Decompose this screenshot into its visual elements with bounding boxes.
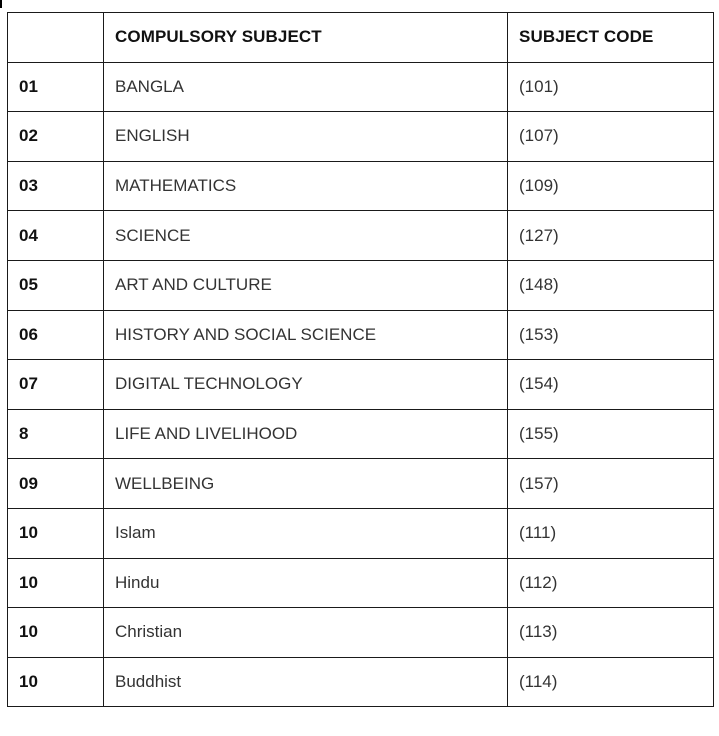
row-number: 06 bbox=[8, 310, 104, 360]
table-row bbox=[8, 360, 714, 410]
table-row bbox=[8, 409, 714, 459]
row-number: 10 bbox=[8, 608, 104, 658]
row-number: 02 bbox=[8, 112, 104, 162]
row-number: 09 bbox=[8, 459, 104, 509]
row-number: 04 bbox=[8, 211, 104, 261]
subject-name: Hindu bbox=[104, 558, 508, 608]
subject-name: LIFE AND LIVELIHOOD bbox=[104, 409, 508, 459]
subject-code: (112) bbox=[508, 558, 714, 608]
subject-name: ART AND CULTURE bbox=[104, 260, 508, 310]
subject-code: (114) bbox=[508, 657, 714, 707]
table-body bbox=[8, 62, 714, 707]
subject-code: (154) bbox=[508, 360, 714, 410]
table-row bbox=[8, 211, 714, 261]
table-row bbox=[8, 260, 714, 310]
subject-name: WELLBEING bbox=[104, 459, 508, 509]
subject-name: ENGLISH bbox=[104, 112, 508, 162]
subject-code: (155) bbox=[508, 409, 714, 459]
table-row bbox=[8, 508, 714, 558]
subject-code: (127) bbox=[508, 211, 714, 261]
subject-name: Islam bbox=[104, 508, 508, 558]
subject-code: (111) bbox=[508, 508, 714, 558]
header-subject-code: SUBJECT CODE bbox=[508, 13, 714, 63]
table-row bbox=[8, 558, 714, 608]
header-row bbox=[8, 13, 714, 63]
subject-name: Buddhist bbox=[104, 657, 508, 707]
table-row bbox=[8, 161, 714, 211]
table-row bbox=[8, 62, 714, 112]
table-row bbox=[8, 608, 714, 658]
subject-code: (157) bbox=[508, 459, 714, 509]
subject-name: HISTORY AND SOCIAL SCIENCE bbox=[104, 310, 508, 360]
subject-name: SCIENCE bbox=[104, 211, 508, 261]
row-number: 8 bbox=[8, 409, 104, 459]
corner-mark bbox=[0, 0, 2, 8]
subject-name: Christian bbox=[104, 608, 508, 658]
subject-code: (153) bbox=[508, 310, 714, 360]
row-number: 10 bbox=[8, 558, 104, 608]
table-row bbox=[8, 112, 714, 162]
subject-code: (107) bbox=[508, 112, 714, 162]
header-compulsory-subject: COMPULSORY SUBJECT bbox=[104, 13, 508, 63]
subject-table bbox=[7, 12, 714, 707]
table-row bbox=[8, 657, 714, 707]
row-number: 01 bbox=[8, 62, 104, 112]
table-row bbox=[8, 459, 714, 509]
subject-name: MATHEMATICS bbox=[104, 161, 508, 211]
subject-code: (109) bbox=[508, 161, 714, 211]
row-number: 05 bbox=[8, 260, 104, 310]
subject-code: (148) bbox=[508, 260, 714, 310]
subject-name: DIGITAL TECHNOLOGY bbox=[104, 360, 508, 410]
header-number bbox=[8, 13, 104, 63]
row-number: 03 bbox=[8, 161, 104, 211]
row-number: 07 bbox=[8, 360, 104, 410]
table-header bbox=[8, 13, 714, 63]
table-row bbox=[8, 310, 714, 360]
subject-code: (113) bbox=[508, 608, 714, 658]
row-number: 10 bbox=[8, 508, 104, 558]
subject-code: (101) bbox=[508, 62, 714, 112]
row-number: 10 bbox=[8, 657, 104, 707]
subject-name: BANGLA bbox=[104, 62, 508, 112]
